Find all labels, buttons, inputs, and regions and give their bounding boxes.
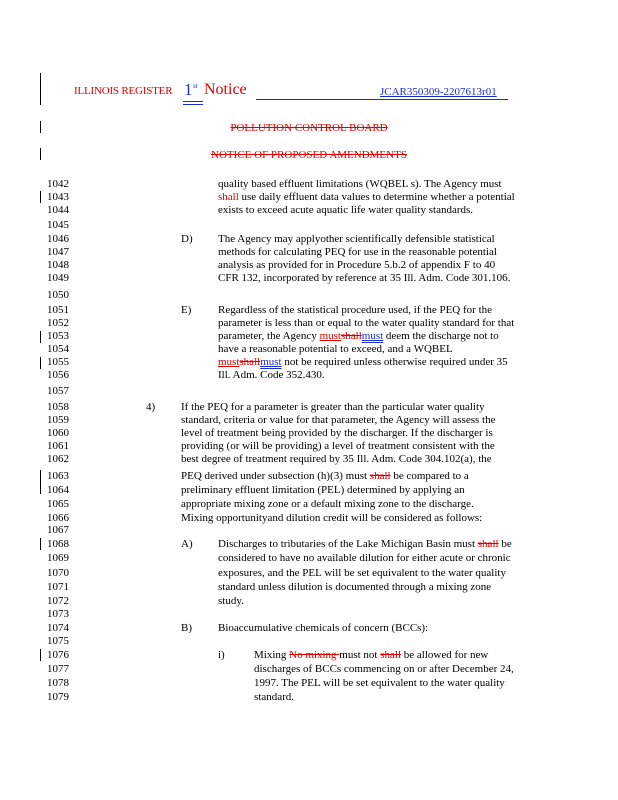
- line-number: 1044: [47, 204, 69, 216]
- text-line: Bioaccumulative chemicals of concern (BCCs):: [218, 622, 429, 634]
- jcar-code: JCAR350309-2207613r01: [380, 86, 497, 98]
- text-line: PEQ derived under subsection (h)(3) must shall be compared to a: [181, 470, 469, 482]
- text-line: considered to have no available dilution for either acute or chronic: [218, 552, 511, 564]
- text-line: exposures, and the PEL will be set equivalent to the water quality: [218, 567, 506, 579]
- change-bar: [40, 649, 41, 661]
- text-line: providing (or will be providing) a level of treatment consistent with the: [181, 440, 495, 452]
- line-number: 1071: [47, 581, 69, 593]
- text-line: shall use daily effluent data values to determine whether a potential: [218, 191, 515, 203]
- change-bar: [40, 73, 41, 105]
- text-line: analysis as provided for in Procedure 5.b.2 of appendix F to 40: [218, 259, 496, 271]
- line-number: 1054: [47, 343, 69, 355]
- text-line: have a reasonable potential to exceed, and a WQBEL: [218, 343, 453, 355]
- text-line: parameter is less than or equal to the water quality standard for that: [218, 317, 515, 329]
- line-number: 1055: [47, 356, 69, 368]
- text-line: standard.: [254, 691, 295, 703]
- text-line: parameter, the Agency mustshallmust deem the discharge not to: [218, 330, 499, 342]
- line-number: 1059: [47, 414, 69, 426]
- text-line: Discharges to tributaries of the Lake Michigan Basin must shall be: [218, 538, 512, 550]
- text-line: quality based effluent limitations (WQBEL s). The Agency must: [218, 178, 502, 190]
- text-line: Mixing opportunityand dilution credit will be considered as follows:: [181, 512, 483, 524]
- line-number: 1065: [47, 498, 69, 510]
- text-line: If the PEQ for a parameter is greater than the particular water quality: [181, 401, 485, 413]
- line-number: 1045: [47, 219, 69, 231]
- change-bar: [40, 191, 41, 203]
- page-number: 1: [184, 80, 193, 99]
- notice-label: Notice: [204, 81, 247, 98]
- text-line: level of treatment being provided by the discharger. If the discharger is: [181, 427, 493, 439]
- register-title: ILLINOIS REGISTER: [74, 85, 173, 97]
- line-number: 1053: [47, 330, 69, 342]
- change-bar: [40, 357, 41, 369]
- line-number: 1061: [47, 440, 69, 452]
- line-number: 1078: [47, 677, 69, 689]
- item-label: B): [181, 622, 192, 634]
- text-line: best degree of treatment required by 35 Ill. Adm. Code 304.102(a), the: [181, 453, 492, 465]
- line-number: 1058: [47, 401, 69, 413]
- text-line: Ill. Adm. Code 352.430.: [218, 369, 325, 381]
- line-number: 1050: [47, 289, 69, 301]
- text-line: discharges of BCCs commencing on or after December 24,: [254, 663, 514, 675]
- line-number: 1075: [47, 635, 69, 647]
- board-heading: POLLUTION CONTROL BOARD: [230, 122, 388, 134]
- text-line: appropriate mixing zone or a default mixing zone to the discharge.: [181, 498, 474, 510]
- notice-heading: NOTICE OF PROPOSED AMENDMENTS: [211, 149, 407, 161]
- text-line: standard, criteria or value for that parameter, the Agency will assess the: [181, 414, 496, 426]
- text-line: study.: [218, 595, 244, 607]
- header-underline: [183, 101, 203, 102]
- line-number: 1062: [47, 453, 69, 465]
- line-number: 1056: [47, 369, 69, 381]
- line-number: 1079: [47, 691, 69, 703]
- line-number: 1052: [47, 317, 69, 329]
- item-label: i): [218, 649, 225, 661]
- line-number: 1064: [47, 484, 69, 496]
- page-number-suffix: st: [193, 82, 198, 90]
- line-number: 1048: [47, 259, 69, 271]
- line-number: 1046: [47, 233, 69, 245]
- item-label: A): [181, 538, 193, 550]
- line-number: 1073: [47, 608, 69, 620]
- text-line: standard unless dilution is documented through a mixing zone: [218, 581, 492, 593]
- line-number: 1077: [47, 663, 69, 675]
- text-line: Mixing No mixing must not shall be allowed for new: [254, 649, 489, 661]
- line-number: 1047: [47, 246, 69, 258]
- line-number: 1057: [47, 385, 69, 397]
- line-number: 1043: [47, 191, 69, 203]
- text-line: preliminary effluent limitation (PEL) determined by applying an: [181, 484, 465, 496]
- item-label: D): [181, 233, 193, 245]
- line-number: 1066: [47, 512, 69, 524]
- line-number: 1069: [47, 552, 69, 564]
- text-line: The Agency may applyother scientifically defensible statistical: [218, 233, 495, 245]
- text-line: exists to exceed acute aquatic life water quality standards.: [218, 204, 474, 216]
- line-number: 1049: [47, 272, 69, 284]
- item-label: E): [181, 304, 192, 316]
- line-number: 1067: [47, 524, 69, 536]
- item-label: 4): [146, 401, 156, 413]
- line-number: 1074: [47, 622, 69, 634]
- line-number: 1072: [47, 595, 69, 607]
- change-bar: [40, 331, 41, 343]
- line-number: 1068: [47, 538, 69, 550]
- change-bar: [40, 470, 41, 494]
- text-line: Regardless of the statistical procedure used, if the PEQ for the: [218, 304, 493, 316]
- text-line: CFR 132, incorporated by reference at 35 Ill. Adm. Code 301.106.: [218, 272, 511, 284]
- header-underline: [256, 99, 508, 100]
- header-underline: [183, 104, 203, 105]
- line-number: 1060: [47, 427, 69, 439]
- text-line: 1997. The PEL will be set equivalent to the water quality: [254, 677, 505, 689]
- line-number: 1076: [47, 649, 69, 661]
- line-number: 1063: [47, 470, 69, 482]
- inserted-word: shall: [218, 191, 239, 203]
- line-number: 1042: [47, 178, 69, 190]
- change-bar: [40, 538, 41, 550]
- line-number: 1051: [47, 304, 69, 316]
- text-line: methods for calculating PEQ for use in the reasonable potential: [218, 246, 497, 258]
- text-line: mustshallmust not be required unless otherwise required under 35: [218, 356, 508, 368]
- line-number: 1070: [47, 567, 69, 579]
